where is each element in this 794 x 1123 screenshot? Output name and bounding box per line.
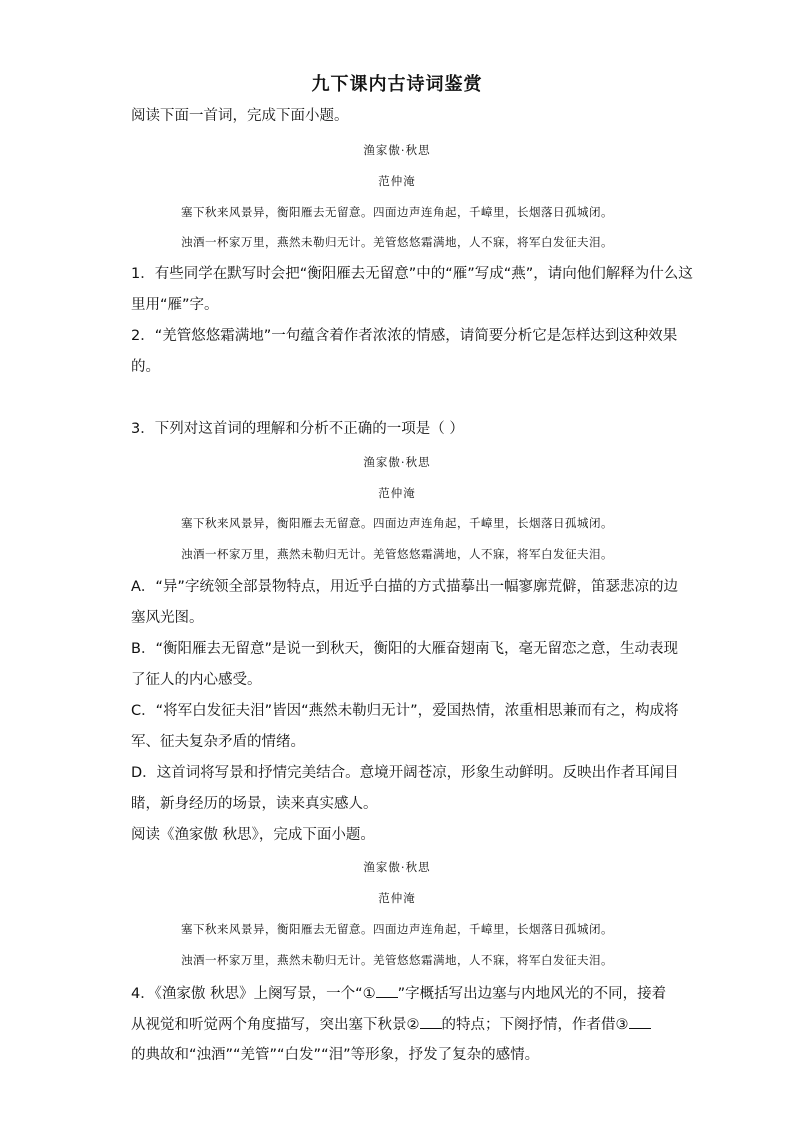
poem-title: 渔家傲·秋思 <box>363 143 431 157</box>
question-4-text-b1: 从视觉和听觉两个角度描写，突出塞下秋景 <box>131 1017 407 1033</box>
poem-3-line-2: 浊酒一杯家万里，燕然未勒归无计。羌管悠悠霜满地，人不寐，将军白发征夫泪。 <box>181 953 613 967</box>
poem-2-author: 范仲淹 <box>378 486 416 500</box>
question-4-text-a1: 4．《渔家傲 秋思》上阕写景，一个“ <box>131 986 363 1002</box>
poem-line-1: 塞下秋来风景异，衡阳雁去无留意。四面边声连角起，千嶂里，长烟落日孤城闭。 <box>181 205 613 219</box>
poem-author: 范仲淹 <box>378 174 416 188</box>
poem-2-line-1: 塞下秋来风景异，衡阳雁去无留意。四面边声连角起，千嶂里，长烟落日孤城闭。 <box>181 516 613 530</box>
option-d-line-2: 睹，新身经历的场景，读来真实感人。 <box>131 796 378 812</box>
question-4-text-b2: 的特点；下阕抒情，作者借 <box>441 1017 616 1033</box>
blank-3[interactable] <box>629 1014 651 1029</box>
blank-1-marker: ① <box>362 986 376 1002</box>
poem-3-title: 渔家傲·秋思 <box>363 860 431 874</box>
option-b-line-2: 了征人的内心感受。 <box>131 672 262 688</box>
question-4-line-2 <box>131 1014 666 1035</box>
option-c-line-1: C．“将军白发征夫泪”皆因“燕然未勒归无计”，爱国热情，浓重相思兼而有之，构成将 <box>131 703 679 719</box>
poem-3-line-1: 塞下秋来风景异，衡阳雁去无留意。四面边声连角起，千嶂里，长烟落日孤城闭。 <box>181 922 613 936</box>
question-2-line-2: 的。 <box>131 359 160 375</box>
reading-instruction-1: 阅读下面一首词，完成下面小题。 <box>131 108 349 124</box>
poem-3-author: 范仲淹 <box>378 891 416 905</box>
option-a-line-1: A．“异”字统领全部景物特点，用近乎白描的方式描摹出一幅寥廓荒僻，笛瑟悲凉的边 <box>131 579 678 595</box>
blank-2[interactable] <box>420 1014 442 1029</box>
option-c-line-2: 军、征夫复杂矛盾的情绪。 <box>131 734 305 750</box>
poem-2-line-2: 浊酒一杯家万里，燕然未勒归无计。羌管悠悠霜满地，人不寐，将军白发征夫泪。 <box>181 547 613 561</box>
question-3: 3．下列对这首词的理解和分析不正确的一项是（ ） <box>131 421 464 437</box>
question-4-line-3: 的典故和“浊酒”“羌管”“白发”“泪”等形象，抒发了复杂的感情。 <box>131 1047 540 1063</box>
question-4-line-1 <box>131 983 666 1004</box>
blank-2-marker: ② <box>406 1017 420 1033</box>
question-4-text-a2: ”字概括写出边塞与内地风光的不同，接着 <box>397 986 667 1002</box>
question-1-line-2: 里用“雁”字。 <box>131 297 219 313</box>
question-2-line-1: 2．“羌管悠悠霜满地”一句蕴含着作者浓浓的情感，请简要分析它是怎样达到这种效果 <box>131 328 678 344</box>
reading-instruction-2: 阅读《渔家傲 秋思》，完成下面小题。 <box>131 827 375 843</box>
poem-line-2: 浊酒一杯家万里，燕然未勒归无计。羌管悠悠霜满地，人不寐，将军白发征夫泪。 <box>181 235 613 249</box>
option-a-line-2: 塞风光图。 <box>131 610 204 626</box>
blank-3-marker: ③ <box>615 1017 629 1033</box>
option-b-line-1: B．“衡阳雁去无留意”是说一到秋天，衡阳的大雁奋翅南飞，毫无留恋之意，生动表现 <box>131 641 678 657</box>
option-d-line-1: D．这首词将写景和抒情完美结合。意境开阔苍凉，形象生动鲜明。反映出作者耳闻目 <box>131 765 679 781</box>
blank-1[interactable] <box>376 983 398 998</box>
question-1-line-1: 1．有些同学在默写时会把“衡阳雁去无留意”中的“雁”写成“燕”，请向他们解释为什么这 <box>131 266 693 282</box>
page-title: 九下课内古诗词鉴赏 <box>311 74 483 95</box>
poem-2-title: 渔家傲·秋思 <box>363 455 431 469</box>
